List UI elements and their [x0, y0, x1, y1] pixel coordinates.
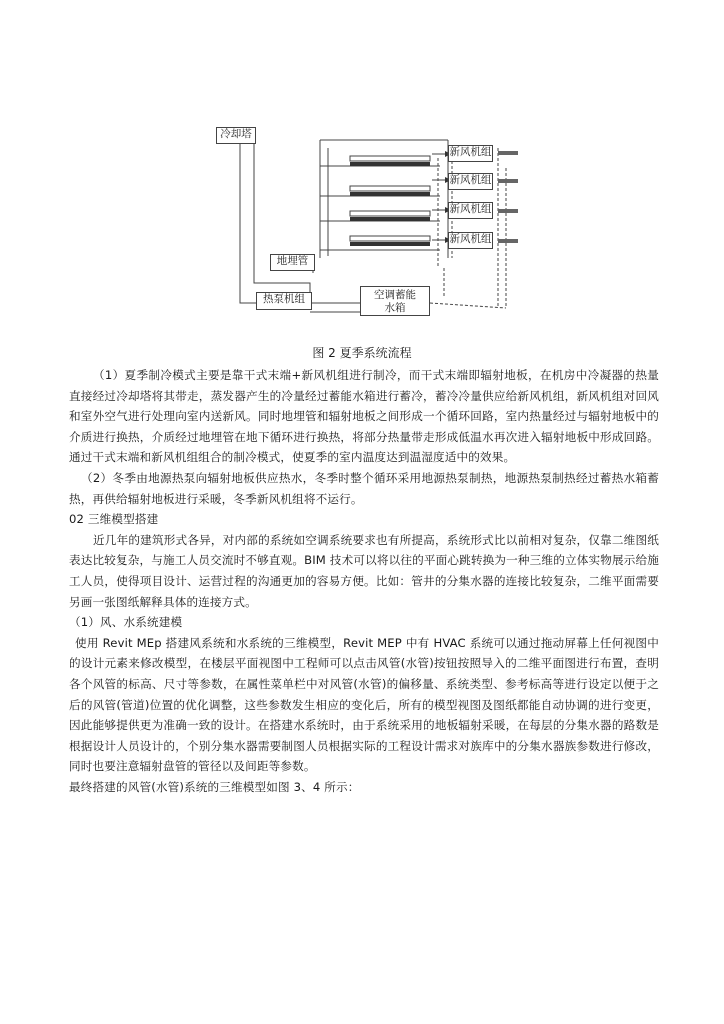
paragraph-revit-modeling: 使用 Revit MEp 搭建风系统和水系统的三维模型，Revit MEP 中有 HVAC 系统可以通过拖动屏幕上任何视图中的设计元素来修改模型，在楼层平面视图中工程师可以点击风管(水管)按钮按照导入的二维平面图进行布置，查明各个风管的标高、尺寸等参数，在属性菜单栏中对风管(水管)的偏移量、系统类型、参考标高等进行设定以便于之后的风管(管道)位置的优化调整，这些参数发生相应的变化后，所有的模型视图及图纸都能自动协调的进行变更，因此能够提供更为准确一致的设计。在搭建水系统时，由于系统采用的地板辐射采暖，在每层的分集水器的路数是根据设计人员设计的，个别分集水器需要制图人员根据实际的工程设计需求对族库中的分集水器族参数进行修改，同时也要注意辐射盘管的管径以及间距等参数。 [69, 635, 659, 774]
cooling-tower-box [216, 127, 256, 144]
outdoor-air-inlets [498, 151, 518, 243]
heat-pump-box [256, 292, 312, 310]
storage-tank-box [360, 286, 430, 316]
heat-pump-label: 热泵机组 [263, 293, 305, 305]
fresh-air-unit-box-4 [448, 232, 493, 249]
ground-pipe-box [270, 254, 315, 271]
fresh-air-unit-box-2 [448, 173, 493, 190]
radiant-floor-2 [320, 186, 440, 196]
storage-tank-label-2: 水箱 [384, 302, 406, 314]
storage-tank-label-1: 空调蓄能 [374, 289, 416, 301]
paragraph-final-model: 最终搭建的风管(水管)系统的三维模型如图 3、4 所示： [69, 779, 360, 794]
figure-caption: 图 2 夏季系统流程 [312, 346, 412, 360]
cooling-tower-label: 冷却塔 [220, 128, 252, 140]
fresh-air-unit-box-3 [448, 202, 493, 219]
radiant-floor-3 [320, 211, 440, 221]
radiant-floor-4 [320, 236, 440, 250]
body-text [69, 365, 659, 797]
system-flow-diagram [200, 118, 530, 328]
fresh-air-unit-box-1 [448, 145, 493, 162]
paragraph-bim-intro: 近几年的建筑形式各异，对内部的系统如空调系统要求也有所提高，系统形式比以前相对复杂，仅靠二维图纸表达比较复杂，与施工人员交流时不够直观。BIM 技术可以将以往的平面心跳转换为一种三维的立体实物展示给施工人员，使得项目设计、运营过程的沟通更加的容易方便。比如：管井的分集水器的连接比较复杂，二维平面需要另画一张图纸解释具体的连接方式。 [69, 532, 659, 609]
line-tower-return [254, 142, 310, 298]
paragraph-summer-mode: （1）夏季制冷模式主要是靠干式末端+新风机组进行制冷，而干式末端即辐射地板，在机房中冷凝器的热量直接经过冷却塔将其带走，蒸发器产生的冷量经过蓄能水箱进行蓄冷，蓄冷冷量供应给新风机组，新风机组对回风和室外空气进行处理向室内送新风。同时地埋管和辐射地板之间形成一个循环回路，室内热量经过与辐射地板中的介质进行换热，介质经过地埋管在地下循环进行换热，将部分热量带走形成低温水再次进入辐射地板中形成回路。通过干式末端和新风机组组合的制冷模式，使夏季的室内温度达到温湿度适中的效果。 [69, 368, 659, 465]
paragraph-winter-mode: （2）冬季由地源热泵向辐射地板供应热水，冬季时整个循环采用地源热泵制热，地源热泵制热经过蓄热水箱蓄热，再供给辐射地板进行采暖，冬季新风机组将不运行。 [69, 470, 659, 506]
line-tower-to-pump [240, 142, 258, 303]
radiant-floor-1 [320, 156, 440, 166]
fresh-air-unit-label-3: 新风机组 [449, 203, 492, 215]
subsection-heading-air-water: （1）风、水系统建模 [69, 615, 183, 630]
ground-pipe-label: 地埋管 [276, 255, 309, 267]
section-heading-3d-model: 02 三维模型搭建 [69, 512, 159, 527]
fresh-air-unit-label-1: 新风机组 [449, 146, 492, 158]
fresh-air-unit-label-2: 新风机组 [449, 174, 492, 186]
fresh-air-unit-label-4: 新风机组 [449, 233, 492, 245]
